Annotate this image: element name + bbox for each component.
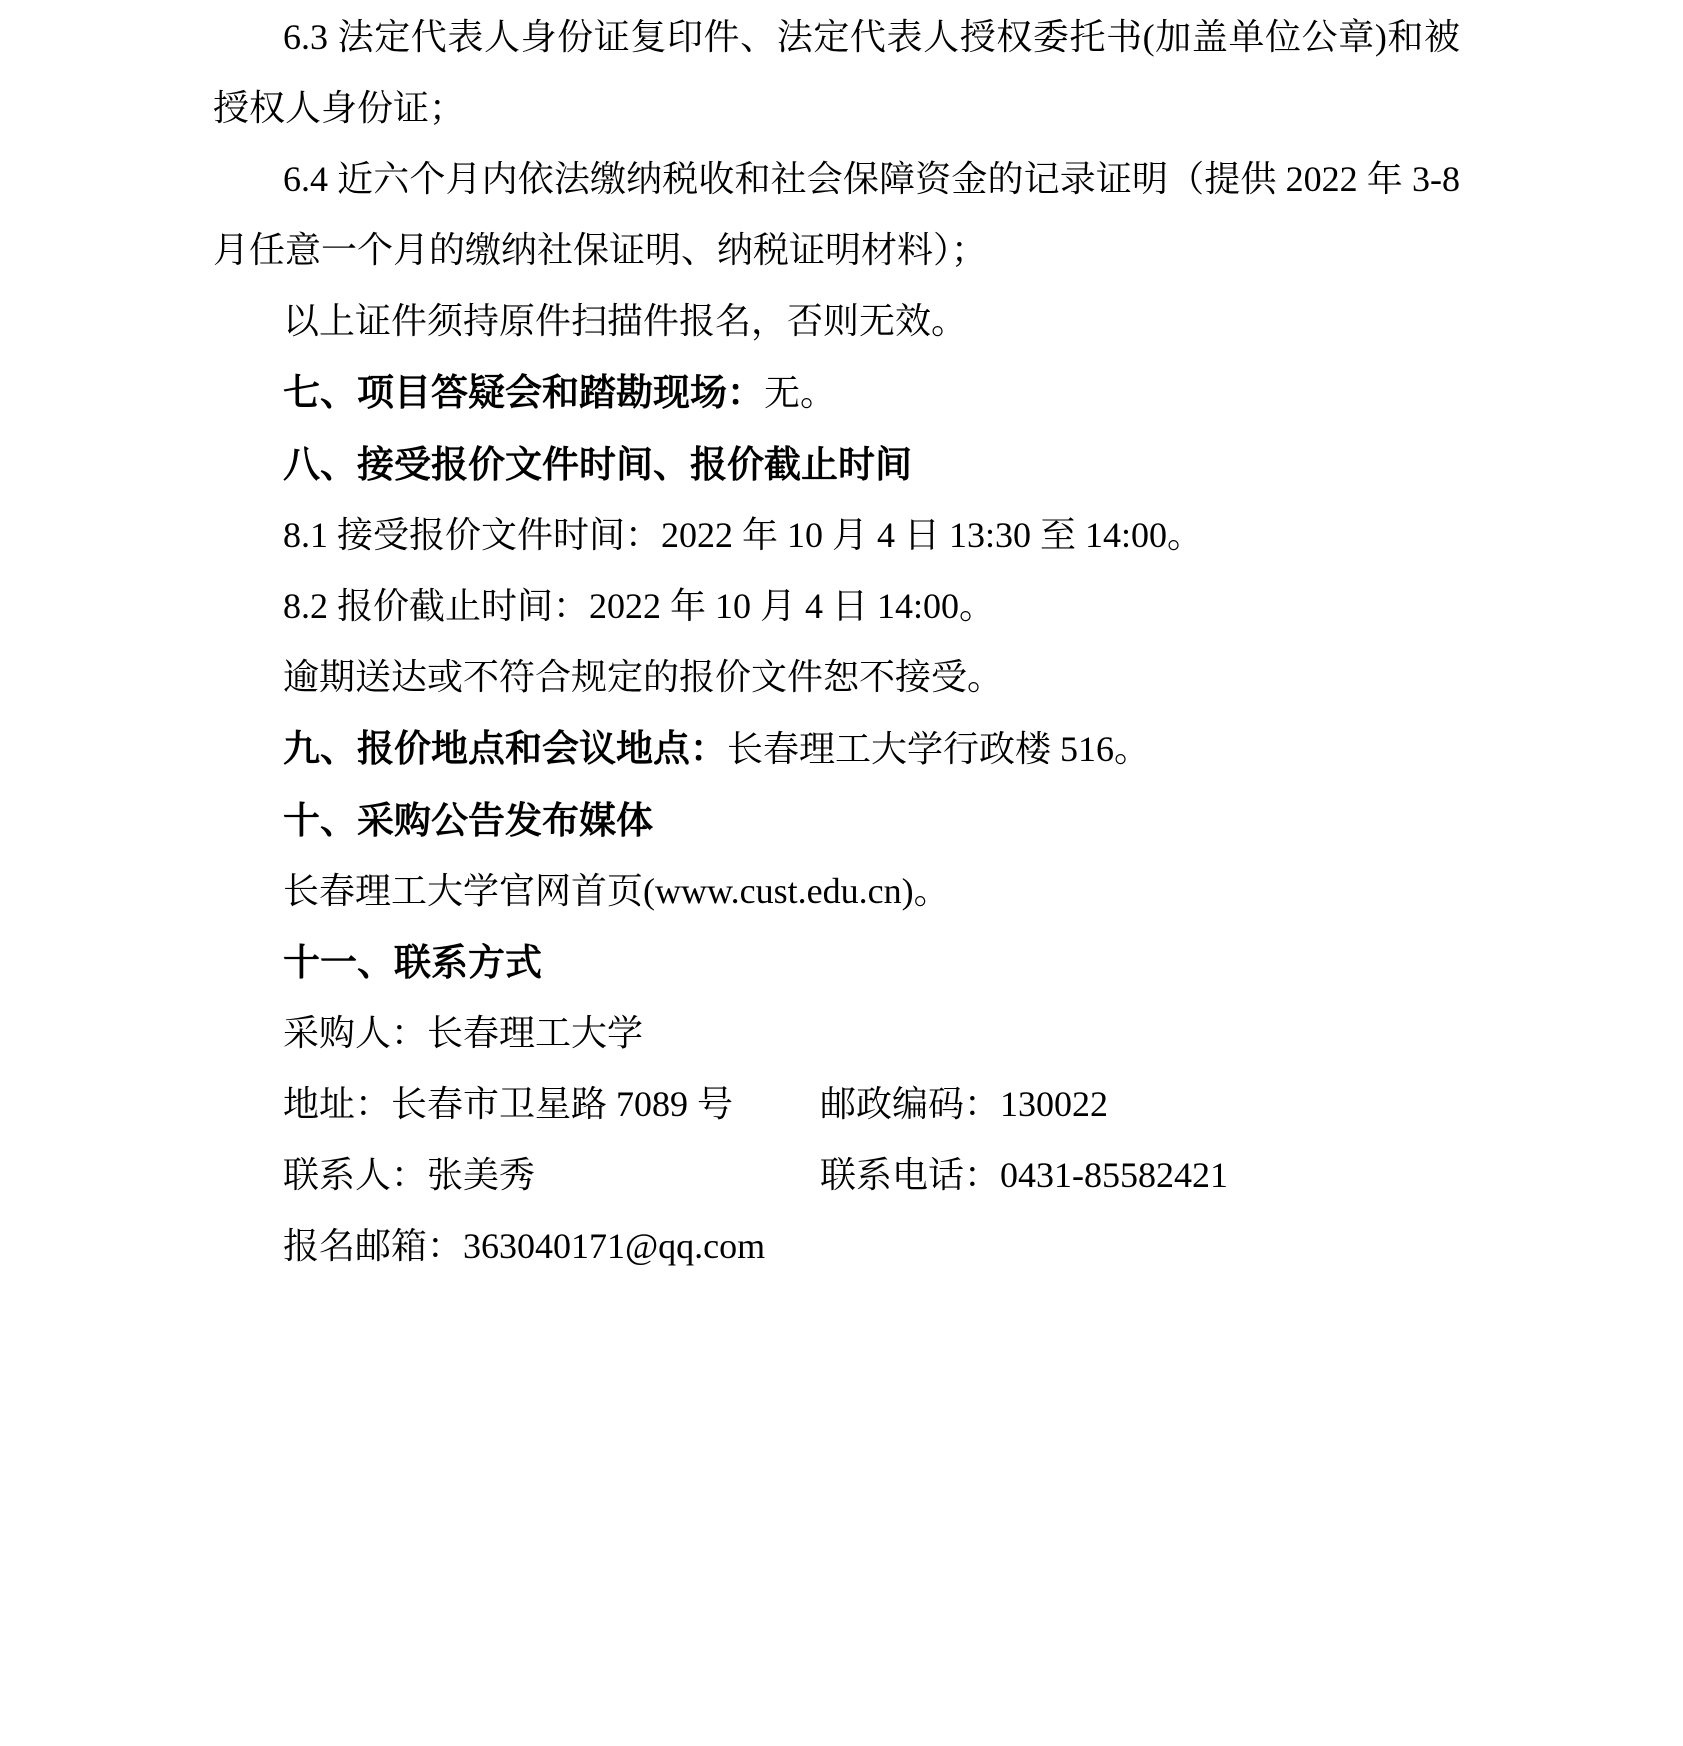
section-7-value: 无。 xyxy=(764,373,837,413)
contact-person-line: 联系人：张美秀 xyxy=(283,1155,536,1195)
publish-media-line: 长春理工大学官网首页(www.cust.edu.cn)。 xyxy=(283,871,950,911)
section-9-value: 长春理工大学行政楼 516。 xyxy=(727,729,1151,769)
clause-8-2: 8.2 报价截止时间：2022 年 10 月 4 日 14:00。 xyxy=(283,586,996,626)
section-8-heading: 八、接受报价文件时间、报价截止时间 xyxy=(283,444,912,485)
late-delivery-note: 逾期送达或不符合规定的报价文件恕不接受。 xyxy=(283,657,1004,697)
email-line: 报名邮箱：363040171@qq.com xyxy=(283,1226,766,1266)
contact-row xyxy=(213,1140,1460,1211)
phone-line: 联系电话：0431-85582421 xyxy=(820,1155,1228,1195)
section-7-heading xyxy=(213,357,1460,429)
original-scan-note: 以上证件须持原件扫描件报名，否则无效。 xyxy=(283,301,968,341)
section-11-heading: 十一、联系方式 xyxy=(283,942,542,983)
clause-6-3: 6.3 法定代表人身份证复印件、法定代表人授权委托书(加盖单位公章)和被授权人身份证； xyxy=(213,17,1460,128)
section-7-label: 七、项目答疑会和踏勘现场： xyxy=(283,372,764,413)
address-row xyxy=(213,1069,1460,1140)
section-9-heading xyxy=(213,713,1460,785)
section-9-label: 九、报价地点和会议地点： xyxy=(283,728,727,769)
clause-8-1: 8.1 接受报价文件时间：2022 年 10 月 4 日 13:30 至 14:00。 xyxy=(283,515,1204,555)
section-10-heading: 十、采购公告发布媒体 xyxy=(283,800,653,841)
postcode-line: 邮政编码：130022 xyxy=(820,1084,1109,1124)
purchaser-line: 采购人：长春理工大学 xyxy=(283,1013,644,1053)
address-line: 地址：长春市卫星路 7089 号 xyxy=(283,1084,734,1124)
clause-6-4: 6.4 近六个月内依法缴纳税收和社会保障资金的记录证明（提供 2022 年 3-8 月任意一个月的缴纳社保证明、纳税证明材料）； xyxy=(213,159,1460,270)
